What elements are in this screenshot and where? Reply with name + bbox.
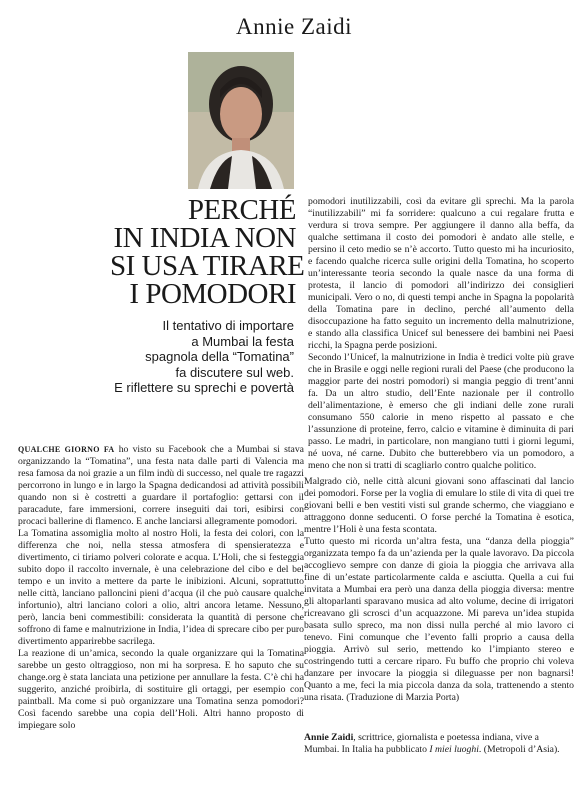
article-column-left [18, 444, 304, 732]
article-paragraph: Tutto questo mi ricorda un’altra festa, una “danza della pioggia” organizzata tempo fa da un’azienda per la quale lavoravo. Da piccola accoglievo sempre con danze di gioia la pioggia che arrivava alla fine di un’estate particolarmente calda e asciutta. Quella a cui fui invitata a Mumbai era però una danza della pioggia diversa: mentre gli altoparlanti sparavano musica ad alto volume, decine di irrigatori ricreavano gli scrosci d’un acquazzone. Mi pareva un’idea stupida basata sullo spreco, ma non dissi nulla perché al mio lavoro ci tenevo. Fini comunque che l’evento falli proprio a causa della pioggia. Arrivò sul serio, mettendo ko l’impianto stereo e costringendo tutti a cercare riparo. Fu buffo che proprio chi voleva danzare per invocare la pioggia si dileguasse per non bagnarsi! Quanto a me, feci la mia piccola danza da sola, trattenendo a stento una risata. (Traduzione di Marzia Porta) [304, 536, 574, 703]
article-paragraph: pomodori inutilizzabili, così da evitare gli sprechi. Ma la parola “inutilizzabili” mi fa sorridere: qualcuno a cui regalare frutta e verdura si trova sempre. Per aggiungere il danno alla beffa, da qualche settimana il costo dei pomodori è andato alle stelle, e persino il ceto medio se n’è accorto. Tutto questo mi ha incuriosito, e facendo qualche ricerca sulle origini della Tomatina, ho scoperto un’interessante teoria secondo la quale nasce da una forma di protesta, il lancio di pomodori all’indirizzo dei consiglieri municipali. Vero o no, di questi tempi anche in Spagna la popolarità della Tomatina pare in declino, perché all’aumento della disoccupazione ha fatto seguito un incremento della malnutrizione, e stando alla classifica Unicef sul benessere dei bambini nei Paesi ricchi, la Spagna perde posizioni. [308, 196, 574, 351]
article-paragraph: Secondo l’Unicef, la malnutrizione in India è tredici volte più grave che in Brasile e oggi nelle regioni rurali del Paese (che producono la maggior parte dei nostri pomodori) si mangia peggio di trent’anni fa. Da un altro studio, dell’Ente nazionale per il controllo dell’alimentazione, è emerso che gli indiani delle zone rurali consumano 550 calorie in meno rispetto al passato e che l’assunzione di proteine, ferro, calcio e vitamine è diminuita di pari passo. Le madri, in particolare, non mangiano tutti i giorni legumi, né uova, né carne. Dubito che butterebbero via un pomodoro, a meno che non si tratti di scagliarlo contro qualche politico. [308, 352, 574, 471]
author-name: Annie Zaidi [236, 14, 352, 39]
subhead-line: spagnola della “Tomatina” [145, 349, 294, 364]
article-headline [110, 194, 305, 310]
author-photo [188, 52, 294, 189]
article-column-right-bottom [304, 476, 574, 704]
headline-line: I POMODORI [129, 278, 296, 310]
subhead-line: Il tentativo di importare [162, 318, 294, 333]
article-paragraph [18, 444, 304, 528]
paragraph-text: ho visto su Facebook che a Mumbai si stava organizzando la “Tomatina”, una festa nata dalle parti di Valencia ma resa famosa da noi grazie a un film indù di successo, nel quale tre ragazzi percorrono in lungo e in largo la Spagna dedicandosi ad attività possibili quando non si è costretti a guardare il portafoglio: gettarsi con il paracadute, fare immersioni, correre inseguiti dai tori, esibirsi con procaci ballerine di flamenco. E anche lanciarsi allegramente pomodori. [18, 444, 304, 527]
author-bio [304, 732, 574, 756]
article-paragraph: Malgrado ciò, nelle città alcuni giovani sono affascinati dal lancio dei pomodori. Forse per la voglia di emulare lo stile di vita di quei tre giovani belli e ben vestiti visti sul grande schermo, che viaggiano e attraggono donne seducenti. O forse perché la Tomatina è esotica, mentre l’Holi è una festa scontata. [304, 476, 574, 535]
subhead-line: a Mumbai la festa [191, 333, 294, 349]
subhead-line: E riflettere su sprechi e povertà [114, 380, 294, 395]
bio-book-title: I miei luoghi [429, 744, 479, 755]
article-subhead [58, 318, 294, 396]
subhead-line: fa discutere sul web. [175, 364, 294, 380]
bio-name: Annie Zaidi [304, 732, 354, 743]
bio-text: , scrittrice, giornalista e poetessa indiana, vive a Mumbai. In Italia ha pubblicato [304, 732, 539, 755]
bio-publisher: . (Metropoli d’Asia). [478, 744, 560, 755]
portrait-image [188, 52, 294, 189]
headline-line: SI USA TIRARE [110, 250, 305, 282]
lead-in: QUALCHE GIORNO FA [18, 445, 115, 454]
article-paragraph: La reazione di un’amica, secondo la quale organizzare qui la Tomatina sarebbe un gesto oltraggioso, non mi ha sorpresa. E ho saputo che su change.org è stata lanciata una petizione per annullare la festa. C’è chi ha suggerito, anziché proibirla, di sostituire gli ortaggi, per esempio con paintball. Ma come si può organizzare una Tomatina senza pomodori? Così facendo sarebbe una copia dell’Holi. Altri hanno proposto di impiegare solo [18, 648, 304, 731]
article-column-right-top [308, 196, 574, 472]
headline-line: PERCHÉ [187, 194, 296, 226]
article-paragraph: La Tomatina assomiglia molto al nostro Holi, la festa dei colori, con la differenza che noi, nella stessa atmosfera di spensieratezza e divertimento, ci tiriamo polveri colorate e acqua. L’Holi, che si festeggia subito dopo il raccolto invernale, è una celebrazione del cibo e del bel tempo e un invito a mettere da parte le inibizioni. Alcuni, soprattutto nelle città, lanciano palloncini pieni d’acqua (il che può causare qualche infortunio), altri lanciano colori a olio, altri ancora letame. Nessuno, però, lancia beni commestibili: considerata la quantità di persone che soffrono di fame e malnutrizione in India, l’idea di sprecare cibo per puro divertimento apparirebbe sacrilega. [18, 528, 304, 647]
headline-line: IN INDIA NON [113, 222, 296, 254]
